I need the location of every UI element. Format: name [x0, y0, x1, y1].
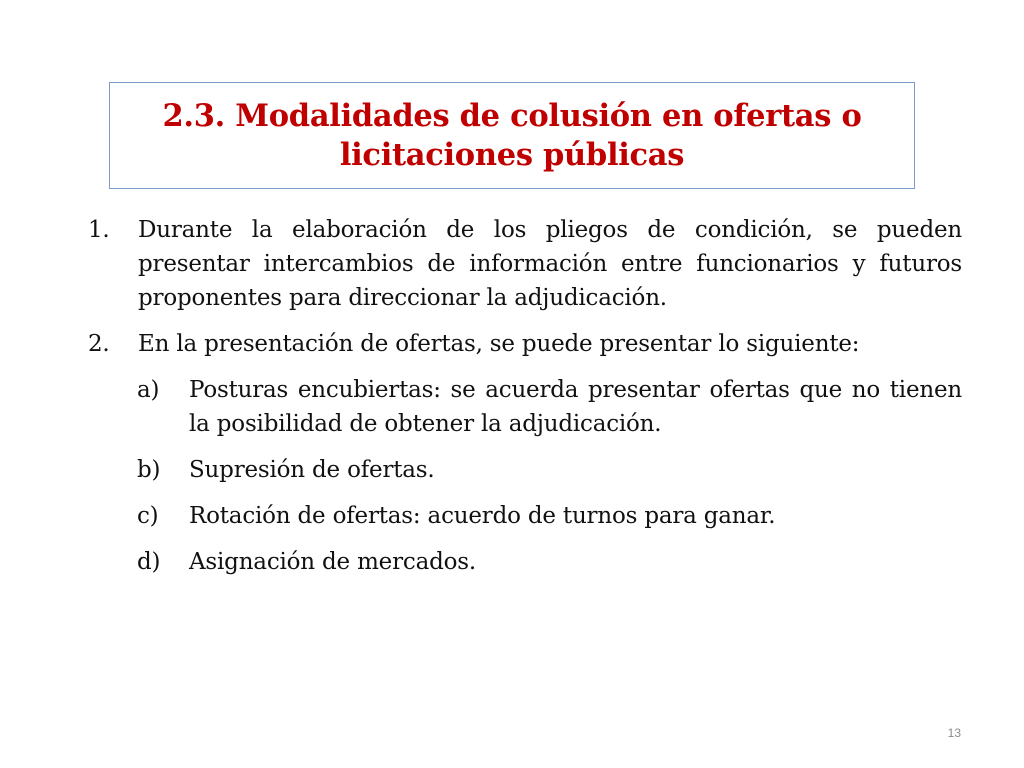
sublist-item-d: [86, 545, 962, 579]
list-item-2: [86, 327, 962, 361]
sublist-item-text: Rotación de ofertas: acuerdo de turnos para ganar.: [189, 503, 776, 529]
slide-title: [162, 97, 861, 175]
sublist-item-a: [86, 373, 962, 441]
sublist-marker: c): [137, 503, 159, 529]
sublist-marker: a): [137, 377, 160, 403]
list-item-text: En la presentación de ofertas, se puede presentar lo siguiente:: [138, 331, 860, 357]
list-marker: 1.: [88, 217, 110, 243]
list-item-text: Durante la elaboración de los pliegos de condición, se pueden presentar intercambios de información entre funcionarios y futuros proponentes para direccionar la adjudicación.: [138, 217, 962, 311]
sublist-marker: b): [137, 457, 161, 483]
sublist-item-c: [86, 499, 962, 533]
list-marker: 2.: [88, 331, 110, 357]
slide-title-line-1: 2.3. Modalidades de colusión en ofertas o: [162, 97, 862, 134]
title-box: [109, 82, 915, 189]
sublist-item-text: Posturas encubiertas: se acuerda presentar ofertas que no tienen la posibilidad de obtener la adjudicación.: [189, 377, 962, 437]
list-item-1: [86, 213, 962, 315]
sublist-item-text: Asignación de mercados.: [189, 549, 476, 575]
slide-title-line-2: licitaciones públicas: [339, 136, 685, 173]
sublist-item-b: [86, 453, 962, 487]
slide-content: [86, 213, 962, 591]
page-number: 13: [947, 726, 961, 740]
sublist-marker: d): [137, 549, 161, 575]
sublist-item-text: Supresión de ofertas.: [189, 457, 435, 483]
